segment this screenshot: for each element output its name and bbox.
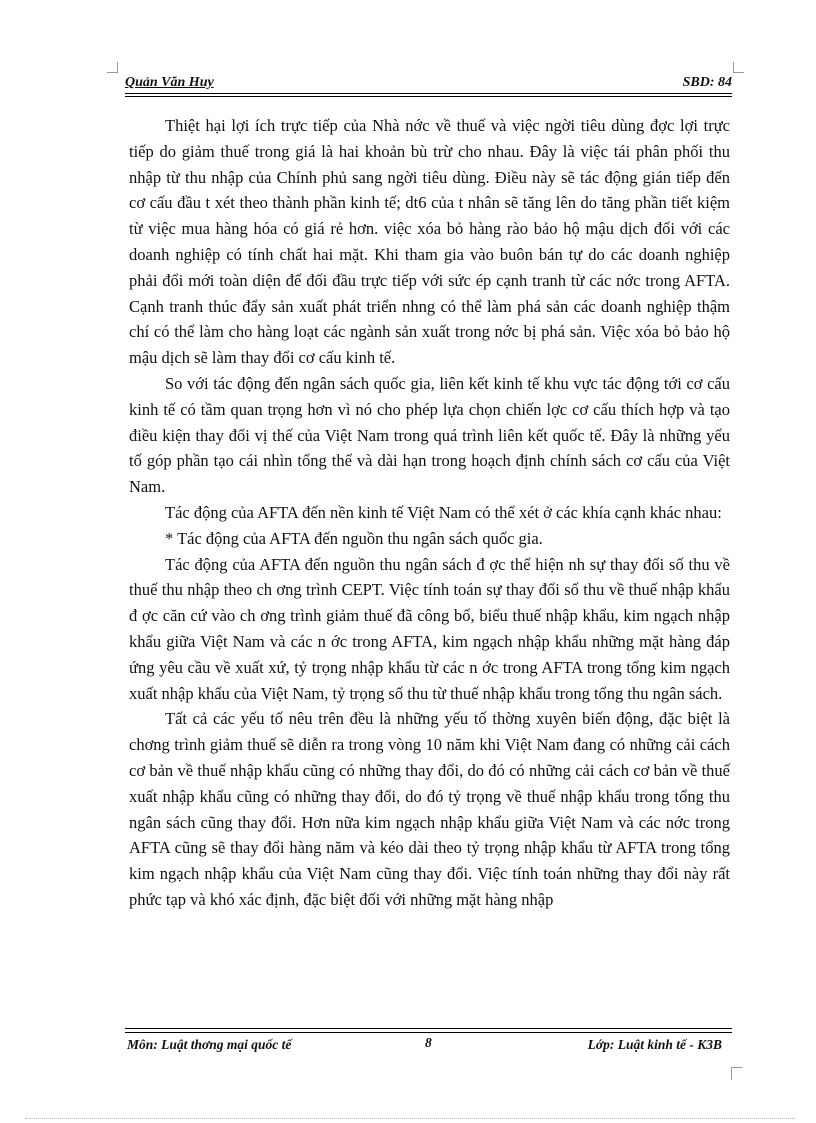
footer-class: Lớp: Luật kinh tế - K3B [587, 1037, 722, 1052]
crop-mark-bottom-right [731, 1067, 742, 1080]
footer-subject: Môn: Luật thơng mại quốc tế [127, 1037, 292, 1052]
header-author: Quản Văn Huy [125, 75, 214, 90]
paragraph: Tác động của AFTA đến nguồn thu ngân sách đ ợc thể hiện nh sự thay đổi số thu về thuế thu nhập theo ch ơng trình CEPT. Việc tính toán sự thay đổi số thu về thuế nhập khẩu đ ợc căn cứ vào ch ơng trình giảm thuế đã công bố, biểu thuế nhập khẩu, kim ngạch nhập khẩu giữa Việt Nam và các n ớc trong AFTA, kim ngạch nhập khẩu những mặt hàng đáp ứng yêu cầu về xuất xứ, tỷ trọng nhập khẩu từ các n ớc trong AFTA trong tổng kim ngạch xuất nhập khẩu của Việt Nam, tỷ trọng số thu từ thuế nhập khẩu trong tổng thu ngân sách. [129, 554, 730, 703]
header-candidate-number: SBD: 84 [682, 75, 732, 90]
crop-mark-top-right [733, 62, 744, 73]
paragraph: Thiệt hại lợi ích trực tiếp của Nhà nớc về thuế và việc ngời tiêu dùng đợc lợi trực tiếp do giảm thuế trong giá là hai khoản bù trừ cho nhau. Đây là việc tái phân phối thu nhập từ thu nhập của Chính phủ sang ngời tiêu dùng. Điều này sẽ tác động gián tiếp đến cơ cấu đầu t xét theo thành phần kinh tế; dt6 của t nhân sẽ tăng lên do tăng phần tiết kiệm từ việc mua hàng hóa có giá rẻ hơn. việc xóa bỏ hàng rào bảo hộ mậu dịch đối với các doanh nghiệp có tính chất hai mặt. Khi tham gia vào buôn bán tự do các doanh nghiệp phải đổi mới toàn diện để đối đầu trực tiếp với sức ép cạnh tranh từ các nớc trong AFTA. Cạnh tranh thúc đẩy sản xuất phát triển nhng có thể làm phá sản các doanh nghiệp thậm chí có thể làm cho hàng loạt các ngành sản xuất trong nớc bị phá sản. Việc xóa bỏ bảo hộ mậu dịch sẽ làm thay đổi cơ cấu kinh tế. [129, 116, 730, 368]
page-footer [125, 1028, 732, 1057]
footer-rule [125, 1032, 732, 1033]
page-header [125, 73, 732, 94]
page-bottom-dotted-line [25, 1118, 795, 1119]
paragraph: So với tác động đến ngân sách quốc gia, liên kết kinh tế khu vực tác động tới cơ cấu kinh tế có tầm quan trọng hơn vì nó cho phép lựa chọn chiến lợc cơ cấu thích hợp và tạo điều kiện thay đổi vị thế của Việt Nam trong quá trình liên kết quốc tế. Đây là những yếu tố góp phần tạo cái nhìn tổng thể và dài hạn trong hoạch định chính sách cơ cấu của Việt Nam. [129, 373, 730, 497]
paragraph: Tác động của AFTA đến nền kinh tế Việt Nam có thể xét ở các khía cạnh khác nhau: [165, 502, 722, 522]
paragraph: Tất cả các yếu tố nêu trên đều là những yếu tố thờng xuyên biến động, đặc biệt là chơng trình giảm thuế sẽ diễn ra trong vòng 10 năm khi Việt Nam đang có những cải cách cơ bản về thuế nhập khẩu cũng có những thay đổi, do đó có những cải cách cơ bản về thuế xuất nhập khẩu cũng có những thay đổi, do đó tỷ trọng về thuế nhập khẩu trong tổng thu ngân sách cũng thay đổi. Hơn nữa kim ngạch nhập khẩu giữa Việt Nam và các nớc trong AFTA cũng sẽ thay đổi hàng năm và kéo dài theo tỷ trọng nhập khẩu từ AFTA trong tổng kim ngạch nhập khẩu của Việt Nam cũng thay đổi. Việc tính toán những thay đổi này rất phức tạp và khó xác định, đặc biệt đối với những mặt hàng nhập [129, 709, 730, 909]
header-rule [125, 96, 732, 97]
document-body [129, 113, 730, 913]
page-number: 8 [425, 1035, 432, 1050]
section-heading: * Tác động của AFTA đến nguồn thu ngân sách quốc gia. [165, 528, 543, 548]
crop-mark-top-left [107, 62, 118, 73]
